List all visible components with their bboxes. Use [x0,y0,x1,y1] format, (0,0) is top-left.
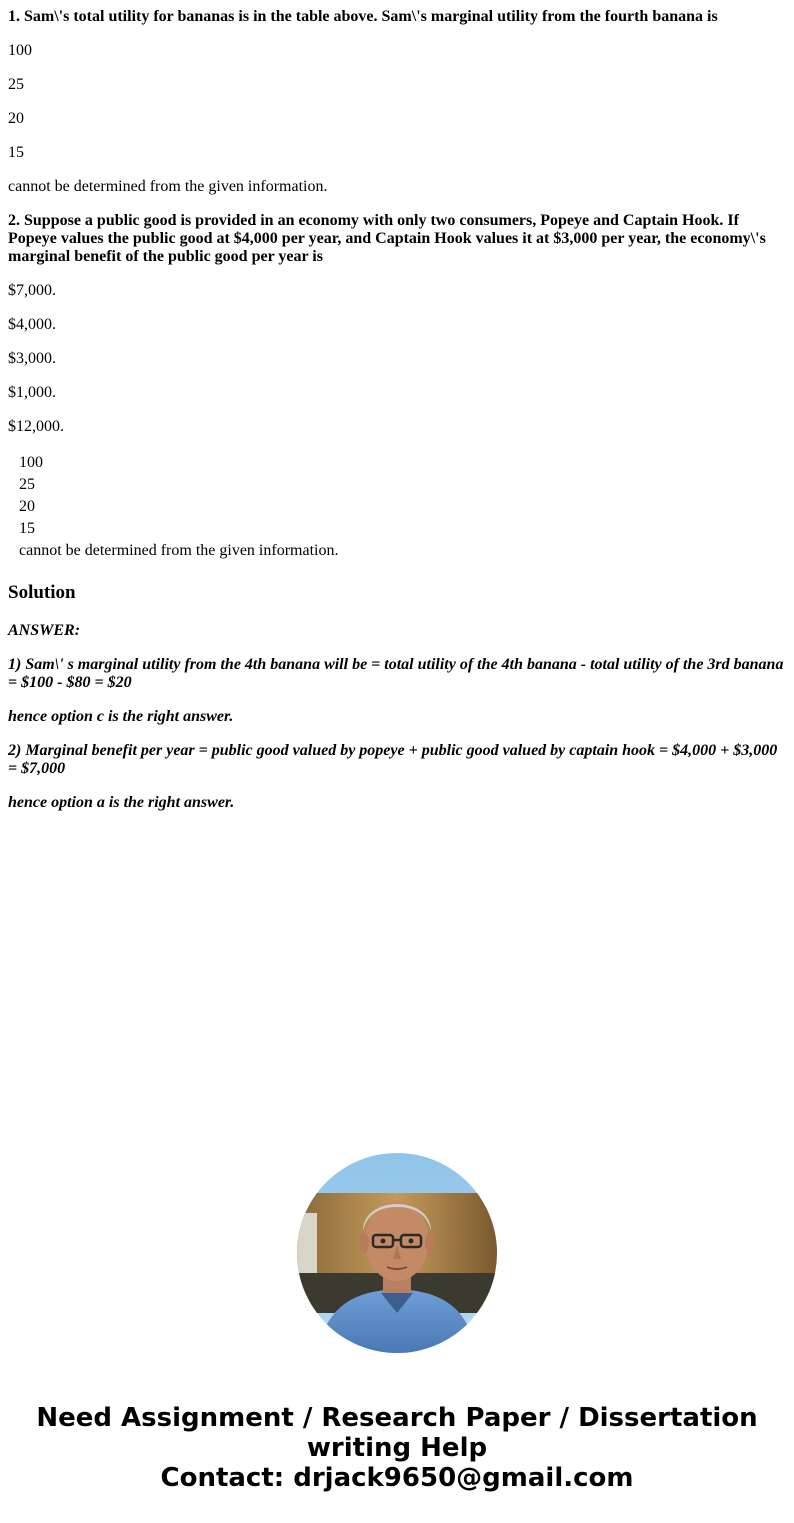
question-2-option-a: $7,000. [8,282,56,299]
question-2-title: 2. Suppose a public good is provided in an economy with only two consumers, Popeye and Captain Hook. If Popeye values the public good at $4,000 per year, and Captain Hook values it at $3,000 per year, the economy\'s marginal benefit of the public good per year is [8,212,766,265]
banner-line-2: writing Help [306,1433,488,1463]
repeated-option: 100 [19,454,43,471]
answer-label: ANSWER: [8,622,81,639]
question-1-option-e: cannot be determined from the given information. [8,178,328,195]
question-2-option-c: $3,000. [8,350,56,367]
question-1-option-a: 100 [8,42,32,59]
repeated-option: 25 [19,476,35,493]
author-avatar [297,1153,497,1353]
repeated-option: 15 [19,520,35,537]
document-body [8,0,786,812]
solution-heading: Solution [8,582,76,603]
question-2-option-e: $12,000. [8,418,64,435]
banner-contact-line: Contact: drjack9650@gmail.com [160,1463,634,1493]
answer-line-2: hence option c is the right answer. [8,708,234,725]
question-1-option-c: 20 [8,110,24,127]
answer-line-4: hence option a is the right answer. [8,794,235,811]
question-1-option-d: 15 [8,144,24,161]
question-1-option-b: 25 [8,76,24,93]
repeated-option: cannot be determined from the given information. [19,542,339,559]
question-2-option-b: $4,000. [8,316,56,333]
contact-banner [0,1403,794,1493]
question-2-option-d: $1,000. [8,384,56,401]
question-1-title: 1. Sam\'s total utility for bananas is in the table above. Sam\'s marginal utility from the fourth banana is [8,8,718,25]
repeated-option: 20 [19,498,35,515]
repeated-option-list [8,452,786,562]
answer-line-1: 1) Sam\' s marginal utility from the 4th banana will be = total utility of the 4th banana - total utility of the 3rd banana = $100 - $80 = $20 [8,656,784,691]
author-portrait-icon [297,1153,497,1353]
banner-line-1: Need Assignment / Research Paper / Dissertation [36,1403,758,1433]
answer-line-3: 2) Marginal benefit per year = public good valued by popeye + public good valued by captain hook = $4,000 + $3,000 = $7,000 [8,742,778,777]
